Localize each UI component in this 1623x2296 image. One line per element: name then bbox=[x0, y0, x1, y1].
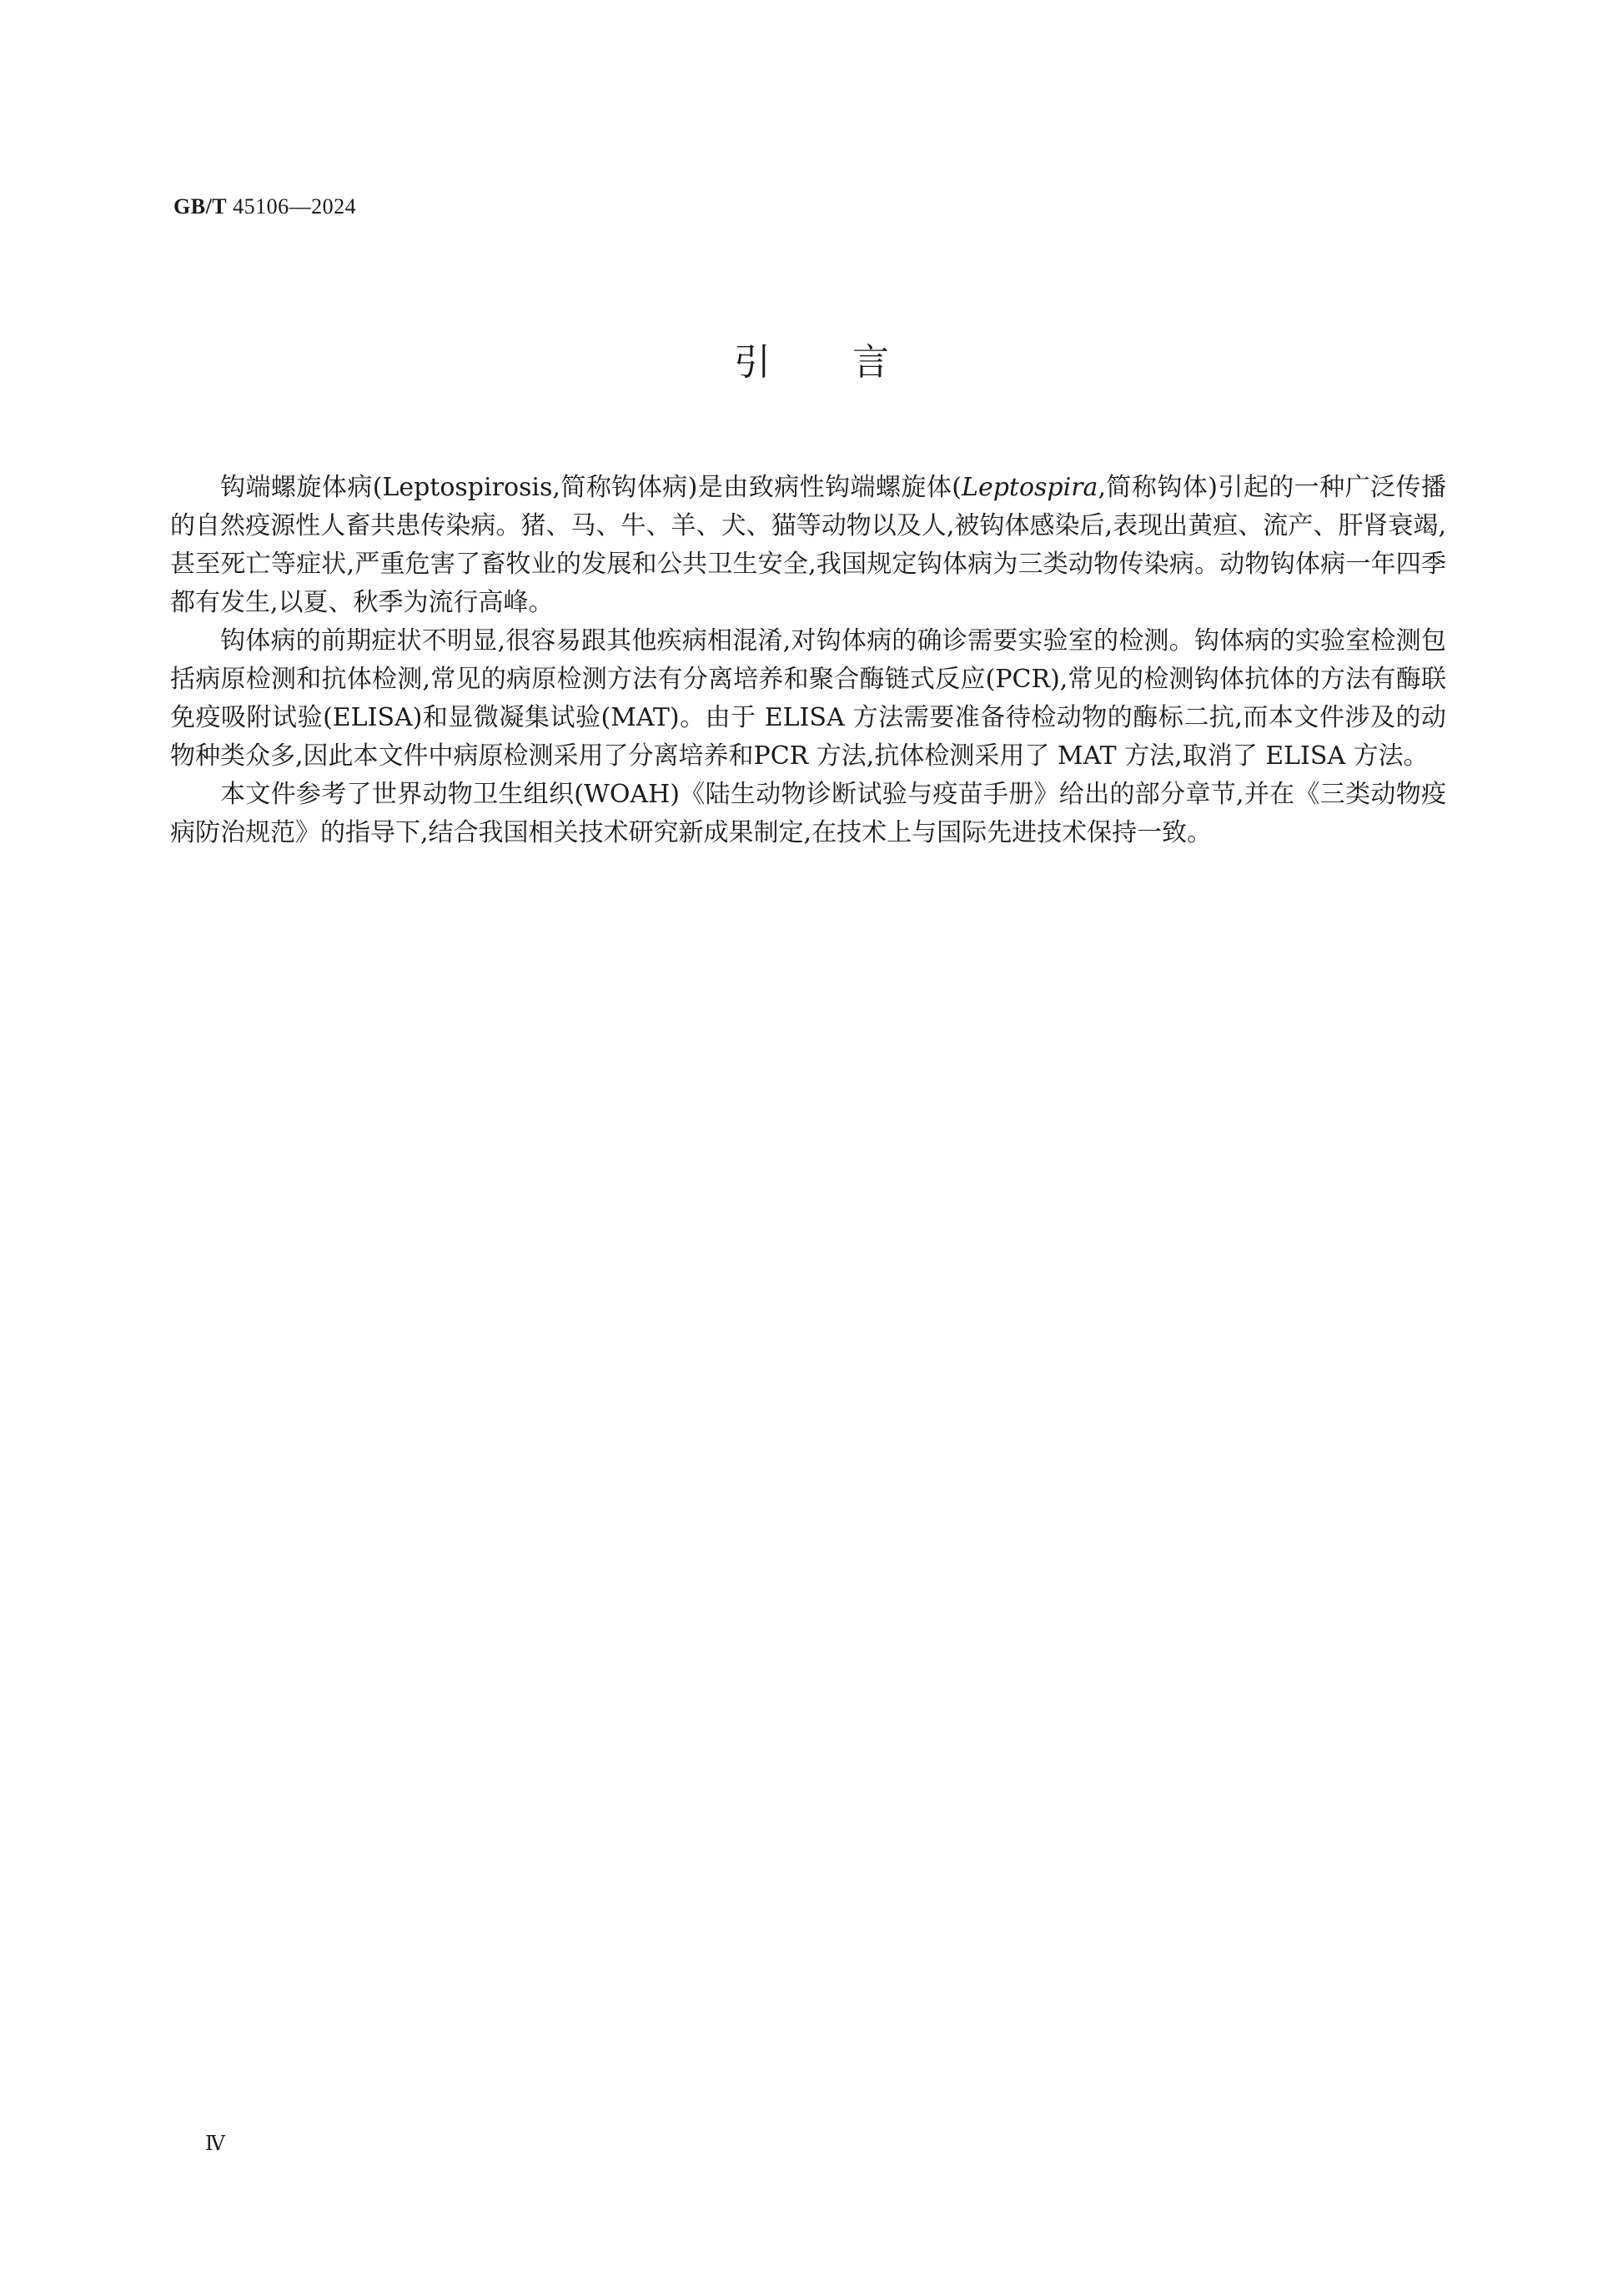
paragraph-1-part-1: 钩端螺旋体病(Leptospirosis,简称钩体病)是由致病性钩端螺旋体( bbox=[220, 473, 962, 502]
page-number: Ⅳ bbox=[205, 2133, 225, 2155]
paragraph-3: 本文件参考了世界动物卫生组织(WOAH)《陆生动物诊断试验与疫苗手册》给出的部分章节,并在《三类动物疫病防治规范》的指导下,结合我国相关技术研究新成果制定,在技术上与国际先进技术保持一致。 bbox=[170, 780, 1446, 847]
paragraph-1-part-3: ,简称钩体)引起的一种广泛传播的自然疫源性人畜共患传染病。猪、马、牛、羊、犬、猫等动物以及人,被钩体感染后,表现出黄疸、流产、肝肾衰竭,甚至死亡等症状,严重危害了畜牧业的发展和公共卫生安全,我国规定钩体病为三类动物传染病。动物钩体病一年四季都有发生,以夏、秋季为流行高峰。 bbox=[170, 473, 1446, 617]
standard-prefix: GB/T bbox=[173, 194, 228, 219]
standard-number: 45106—2024 bbox=[227, 194, 357, 219]
paragraph-1 bbox=[170, 469, 1446, 622]
introduction-body bbox=[170, 469, 1446, 852]
genus-name-italic: Leptospira bbox=[962, 473, 1098, 502]
standard-code bbox=[173, 194, 356, 219]
paragraph-2: 钩体病的前期症状不明显,很容易跟其他疾病相混淆,对钩体病的确诊需要实验室的检测。钩体病的实验室检测包括病原检测和抗体检测,常见的病原检测方法有分离培养和聚合酶链式反应(PCR),常见的检测钩体抗体的方法有酶联免疫吸附试验(ELISA)和显微凝集试验(MAT)。由于 ELISA 方法需要准备待检动物的酶标二抗,而本文件涉及的动物种类众多,因此本文件中病原检测采用了分离培养和PCR 方法,抗体检测采用了 MAT 方法,取消了 ELISA 方法。 bbox=[170, 626, 1446, 771]
section-title: 引言 bbox=[734, 341, 971, 384]
